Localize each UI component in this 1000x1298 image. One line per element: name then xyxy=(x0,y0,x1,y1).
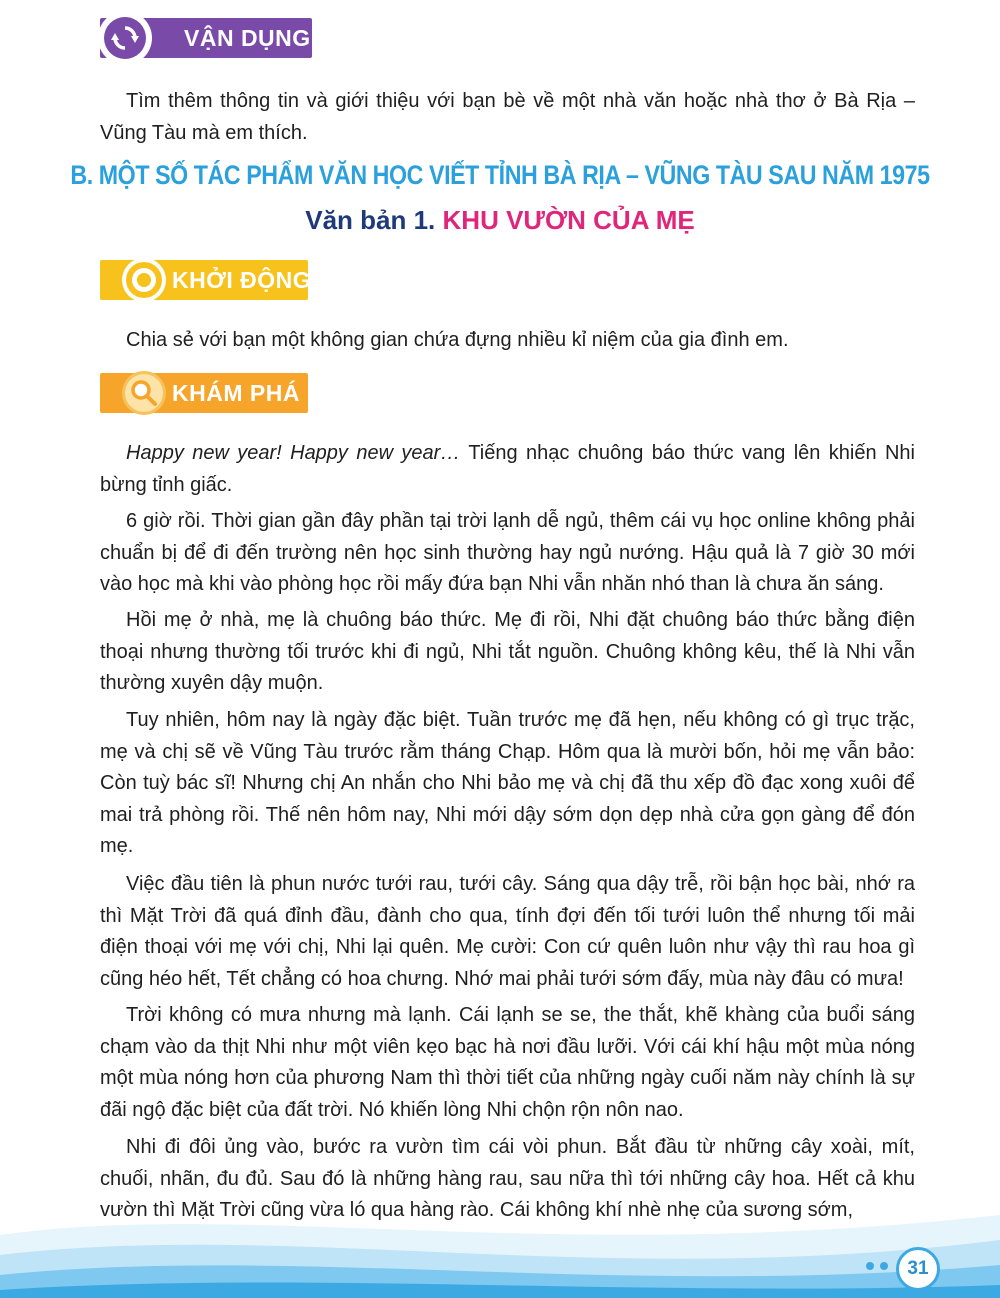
story-paragraph-4: Tuy nhiên, hôm nay là ngày đặc biệt. Tuần trước mẹ đã hẹn, nếu không có gì trục trặc, mẹ và chị sẽ về Vũng Tàu trước rằm tháng Chạp. Hôm qua là mười bốn, hỏi mẹ vẫn bảo: Còn tuỳ bác sĩ! Nhưng chị An nhắn cho Nhi bảo mẹ và chị đã thu xếp đồ đạc xong xuôi để mai trả phòng rồi. Thế nên hôm nay, Nhi mới dậy sớm dọn dẹp nhà cửa gọn gàng để đón mẹ. xyxy=(100,709,915,857)
kham-pha-badge xyxy=(100,373,308,413)
page-dot xyxy=(866,1262,874,1270)
story-paragraph-1: Happy new year! Happy new year… Tiếng nhạc chuông báo thức vang lên khiến Nhi bừng tỉnh giấc. xyxy=(100,442,915,496)
van-dung-text: Tìm thêm thông tin và giới thiệu với bạn bè về một nhà văn hoặc nhà thơ ở Bà Rịa – Vũng Tàu mà em thích. xyxy=(100,90,915,144)
van-dung-label: VẬN DỤNG xyxy=(184,24,311,51)
van-dung-badge xyxy=(100,18,312,58)
refresh-icon xyxy=(98,11,152,65)
khoi-dong-text: Chia sẻ với bạn một không gian chứa đựng nhiều kỉ niệm của gia đình em. xyxy=(126,329,789,351)
magnifier-icon xyxy=(122,371,166,415)
kham-pha-label: KHÁM PHÁ xyxy=(172,379,300,406)
text-title-prefix: Văn bản 1. xyxy=(305,205,436,235)
footer-wave xyxy=(0,1195,1000,1298)
story-paragraph-5: Việc đầu tiên là phun nước tưới rau, tưới cây. Sáng qua dậy trễ, rồi bận học bài, nhớ ra thì Mặt Trời đã quá đỉnh đầu, đành cho qua, tính đợi đến tối tưới luôn thể nhưng tối mải điện thoại với mẹ với chị, Nhi lại quên. Mẹ cười: Con cứ quên luôn như vậy thì rau hoa gì cũng héo hết, Tết chẳng có hoa chưng. Nhớ mai phải tưới sớm đấy, mùa này đâu có mưa! xyxy=(100,873,915,990)
story-paragraph-2: 6 giờ rồi. Thời gian gần đây phần tại trời lạnh dễ ngủ, thêm cái vụ học online không phải chuẩn bị để đi đến trường nên học sinh thường hay ngủ nướng. Hậu quả là 7 giờ 30 mới vào học mà khi vào phòng học rồi mấy đứa bạn Nhi vẫn nhăn nhó than là chưa ăn sáng. xyxy=(100,510,915,595)
page-number: 31 xyxy=(896,1247,940,1291)
target-icon xyxy=(122,258,166,302)
story-paragraph-3: Hồi mẹ ở nhà, mẹ là chuông báo thức. Mẹ đi rồi, Nhi đặt chuông báo thức bằng điện thoại nhưng thường tối trước khi đi ngủ, Nhi tắt nguồn. Chuông không kêu, thế là Nhi vẫn thường xuyên dậy muộn. xyxy=(100,609,915,694)
khoi-dong-badge xyxy=(100,260,312,300)
story-paragraph-6: Trời không có mưa nhưng mà lạnh. Cái lạnh se se, the thắt, khẽ khàng của buổi sáng chạm vào da thịt Nhi như một viên kẹo bạc hà nơi đầu lưỡi. Với cái khí hậu một mùa nóng một mùa nóng hơn của phương Nam thì thời tiết của những ngày cuối năm này chính là sự đãi ngộ đặc biệt của đất trời. Nó khiến lòng Nhi chộn rộn nôn nao. xyxy=(100,1004,915,1121)
section-title: B. MỘT SỐ TÁC PHẨM VĂN HỌC VIẾT TỈNH BÀ RỊA – VŨNG TÀU SAU NĂM 1975 xyxy=(70,160,930,190)
story-paragraph-7: Nhi đi đôi ủng vào, bước ra vườn tìm cái vòi phun. Bắt đầu từ những cây xoài, mít, chuối, nhãn, đu đủ. Sau đó là những hàng rau, sau nữa thì tới những cây hoa. Hết cả khu vườn thì Mặt Trời cũng vừa ló qua hàng rào. Cái không khí nhè nhẹ của sương sớm, xyxy=(100,1136,915,1221)
page-dot xyxy=(880,1262,888,1270)
text-title xyxy=(0,205,1000,236)
text-title-name: KHU VƯỜN CỦA MẸ xyxy=(442,205,695,235)
khoi-dong-label: KHỞI ĐỘNG xyxy=(172,266,312,293)
